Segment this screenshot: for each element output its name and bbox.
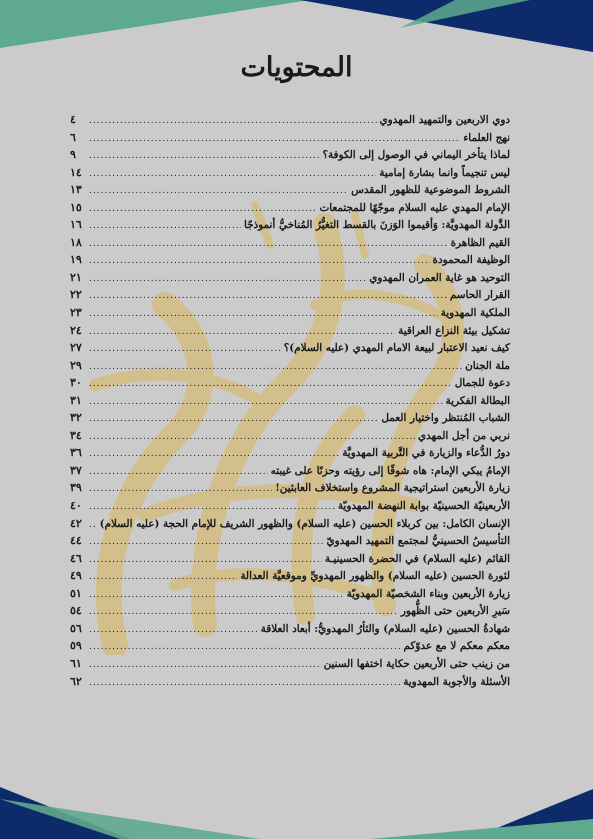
dot-leader — [89, 464, 268, 482]
toc-entry-page-number: ٢٩ — [70, 358, 82, 372]
toc-entry[interactable] — [70, 181, 510, 199]
toc-entry[interactable] — [70, 129, 510, 147]
bottom-corner-shapes — [0, 779, 593, 839]
dot-leader — [89, 166, 376, 184]
dot-leader — [89, 341, 281, 359]
toc-entry-title: القائم (عليه السلام) في الحضرة الحسينيـة — [324, 552, 510, 565]
toc-entry[interactable] — [70, 444, 510, 462]
toc-entry[interactable] — [70, 111, 510, 129]
toc-entry-title: دورُ الدُّعاء والزيارة في التَّربية المهدويَّة — [342, 447, 510, 460]
toc-entry-page-number: ٥٤ — [70, 604, 82, 618]
toc-entry-title: لماذا يتأخر اليماني في الوصول إلى الكوفة؟ — [322, 149, 510, 162]
toc-entry-title: الإنسان الكامل: بين كربلاء الحسين (عليه السلام) والظهور الشريف للإمام الحجة (عليه السلام) — [99, 517, 510, 530]
toc-entry-page-number: ١٩ — [70, 253, 82, 267]
toc-entry-title: كيف نعيد الاعتبار لبيعة الامام المهدي (عليه السلام)؟ — [283, 342, 510, 355]
toc-entry[interactable] — [70, 532, 510, 550]
toc-entry-title: الدَّولة المهدويَّة: وَأقيموا الوَزنَ بالقسط التغيُّرُ المُناخيُّ أنموذجًا — [243, 219, 510, 232]
toc-entry-page-number: ١٥ — [70, 200, 82, 214]
toc-entry-page-number: ٤٤ — [70, 534, 82, 548]
toc-entry-title: ملة الجنان — [465, 359, 510, 372]
toc-entry-title: سَيرِ الأربعين حتى الظُّهور — [400, 605, 510, 618]
dot-leader — [89, 218, 241, 236]
toc-entry-page-number: ٢١ — [70, 270, 82, 284]
toc-entry[interactable] — [70, 567, 510, 585]
toc-entry[interactable] — [70, 392, 510, 410]
dot-leader — [89, 306, 438, 324]
toc-entry-title: تشكيل بيئة النزاع العراقية — [398, 324, 510, 337]
toc-entry[interactable] — [70, 374, 510, 392]
toc-entry-title: معكم معكم لا مع عدوّكم — [403, 640, 510, 653]
toc-entry-title: دوي الاربعين والتمهيد المهدوي — [379, 114, 510, 126]
toc-entry-page-number: ٦٢ — [70, 674, 82, 688]
dot-leader — [89, 376, 452, 394]
toc-entry-title: نهج العلماء — [463, 131, 510, 144]
dot-leader — [89, 288, 447, 306]
dot-leader — [89, 411, 378, 429]
toc-entry-page-number: ٥٦ — [70, 621, 82, 635]
toc-entry[interactable] — [70, 409, 510, 427]
toc-entry-page-number: ٤٠ — [70, 499, 82, 513]
toc-entry[interactable] — [70, 427, 510, 445]
toc-entry-title: من زينب حتى الأربعين حكاية اختفها السنين — [323, 657, 510, 670]
dot-leader — [89, 446, 339, 464]
dot-leader — [89, 429, 415, 447]
toc-entry[interactable] — [70, 199, 510, 217]
toc-entry-page-number: ٤٩ — [70, 569, 82, 583]
toc-entry-page-number: ٣٦ — [70, 446, 82, 460]
toc-entry-page-number: ٢٧ — [70, 341, 82, 355]
dot-leader — [89, 113, 377, 131]
dot-leader — [89, 148, 319, 166]
dot-leader — [89, 481, 272, 499]
dot-leader — [89, 552, 322, 570]
toc-entry-title: زيارة الأربعين وبناء الشخصيّة المهدويّة — [346, 587, 510, 600]
toc-entry[interactable] — [70, 673, 510, 691]
toc-entry-title: الشروط الموضوعية للظهور المقدس — [351, 184, 510, 197]
toc-entry-title: البطالة الفكرية — [445, 394, 510, 407]
toc-entry-page-number: ١٨ — [70, 235, 82, 249]
toc-entry-page-number: ١٦ — [70, 218, 82, 232]
dot-leader — [89, 183, 348, 201]
dot-leader — [89, 253, 430, 271]
toc-entry-page-number: ٦١ — [70, 656, 82, 670]
dot-leader — [89, 201, 316, 219]
dot-leader — [89, 131, 460, 149]
dot-leader — [89, 499, 335, 517]
toc-entry-page-number: ١٣ — [70, 183, 82, 197]
toc-entry-page-number: ٤ — [70, 113, 76, 126]
toc-entry[interactable] — [70, 234, 510, 252]
toc-entry[interactable] — [70, 269, 510, 287]
toc-entry-page-number: ٢٢ — [70, 288, 82, 302]
dot-leader — [89, 675, 400, 693]
toc-entry[interactable] — [70, 479, 510, 497]
toc-entry-title: دعوة للجمال — [454, 377, 510, 390]
toc-entry[interactable] — [70, 251, 510, 269]
dot-leader — [89, 569, 237, 587]
toc-entry-page-number: ٣٤ — [70, 428, 82, 442]
toc-entry-page-number: ٥٩ — [70, 639, 82, 653]
dot-leader — [89, 639, 401, 657]
dot-leader — [89, 394, 443, 412]
dot-leader — [89, 534, 324, 552]
dot-leader — [89, 657, 321, 675]
toc-entry-title: القيم الظاهرة — [450, 236, 510, 249]
toc-entry[interactable] — [70, 497, 510, 515]
toc-entry-title: شهادةُ الحسين (عليه السلام) والثأرُ المهدويُّ: أبعاد العلاقة — [260, 622, 510, 635]
toc-entry-title: الوظيفة المحمودة — [432, 254, 510, 267]
toc-entry-title: التأسيسُ الحسينيُّ لمجتمع التمهيد المهدويّ — [326, 535, 510, 548]
toc-entry-title: ليس تنجيماً وانما بشارة إمامية — [379, 166, 510, 179]
toc-entry[interactable] — [70, 620, 510, 638]
dot-leader — [89, 359, 462, 377]
toc-entry-page-number: ٣٠ — [70, 376, 82, 390]
toc-entry-page-number: ٥١ — [70, 586, 82, 600]
toc-entry-page-number: ٢٣ — [70, 306, 82, 320]
toc-entry-page-number: ٣٢ — [70, 411, 82, 425]
dot-leader — [89, 236, 448, 254]
toc-entry-title: زيارة الأربعين استراتيجية المشروع واستخلاف العابثين! — [275, 482, 510, 495]
top-teal-band — [0, 0, 593, 60]
toc-entry-title: القرار الحاسم — [449, 289, 510, 302]
toc-entry-title: الإمامُ يبكي الإمام: هاه شوقًا إلى رؤيته وحزنًا على غيبته — [270, 464, 510, 477]
page-title: المحتويات — [240, 52, 353, 83]
dot-leader — [89, 622, 258, 640]
toc-entry[interactable] — [70, 339, 510, 357]
toc-entry-title: الأسئلة والأجوبة المهدوية — [403, 675, 510, 688]
dot-leader — [89, 517, 97, 535]
dot-leader — [89, 271, 366, 289]
toc-entry-title: الملكية المهدوية — [440, 307, 510, 320]
toc-entry[interactable] — [70, 146, 510, 164]
toc-entry[interactable] — [70, 637, 510, 655]
toc-entry-title: الإمام المهدي عليه السلام موجّهًا للمجتمعات — [319, 201, 510, 214]
table-of-contents — [70, 111, 510, 690]
toc-entry[interactable] — [70, 655, 510, 673]
toc-entry-page-number: ٣٧ — [70, 463, 82, 477]
toc-entry-page-number: ٣٩ — [70, 481, 82, 495]
toc-entry[interactable] — [70, 216, 510, 234]
toc-entry-title: الشباب المُنتظر واختيار العمل — [381, 412, 510, 425]
toc-entry-page-number: ٦ — [70, 130, 76, 144]
toc-entry-page-number: ٤٢ — [70, 516, 82, 530]
dot-leader — [89, 604, 398, 622]
toc-entry[interactable] — [70, 164, 510, 182]
toc-entry[interactable] — [70, 550, 510, 568]
dot-leader — [89, 324, 395, 342]
toc-entry[interactable] — [70, 602, 510, 620]
toc-entry[interactable] — [70, 304, 510, 322]
dot-leader — [89, 587, 344, 605]
toc-entry-page-number: ٩ — [70, 148, 76, 162]
toc-entry-title: لثورة الحسين (عليه السلام) والظهور المهدويِّ وموقعيَّة العدالة — [240, 570, 510, 583]
toc-entry[interactable] — [70, 515, 510, 533]
toc-entry[interactable] — [70, 322, 510, 340]
toc-entry[interactable] — [70, 462, 510, 480]
toc-entry[interactable] — [70, 286, 510, 304]
toc-entry-title: التوحيد هو غاية العمران المهدوي — [369, 271, 510, 284]
toc-entry-page-number: ٤٦ — [70, 551, 82, 565]
toc-entry[interactable] — [70, 585, 510, 603]
toc-entry-page-number: ٢٤ — [70, 323, 82, 337]
toc-entry-title: الأربعينيّة الحسينيّة بوابة النهضة المهدويّة — [337, 500, 510, 513]
toc-entry[interactable] — [70, 357, 510, 375]
toc-entry-page-number: ١٤ — [70, 165, 82, 179]
toc-entry-title: نربي من أجل المهدي — [417, 429, 510, 442]
toc-entry-page-number: ٣١ — [70, 393, 82, 407]
